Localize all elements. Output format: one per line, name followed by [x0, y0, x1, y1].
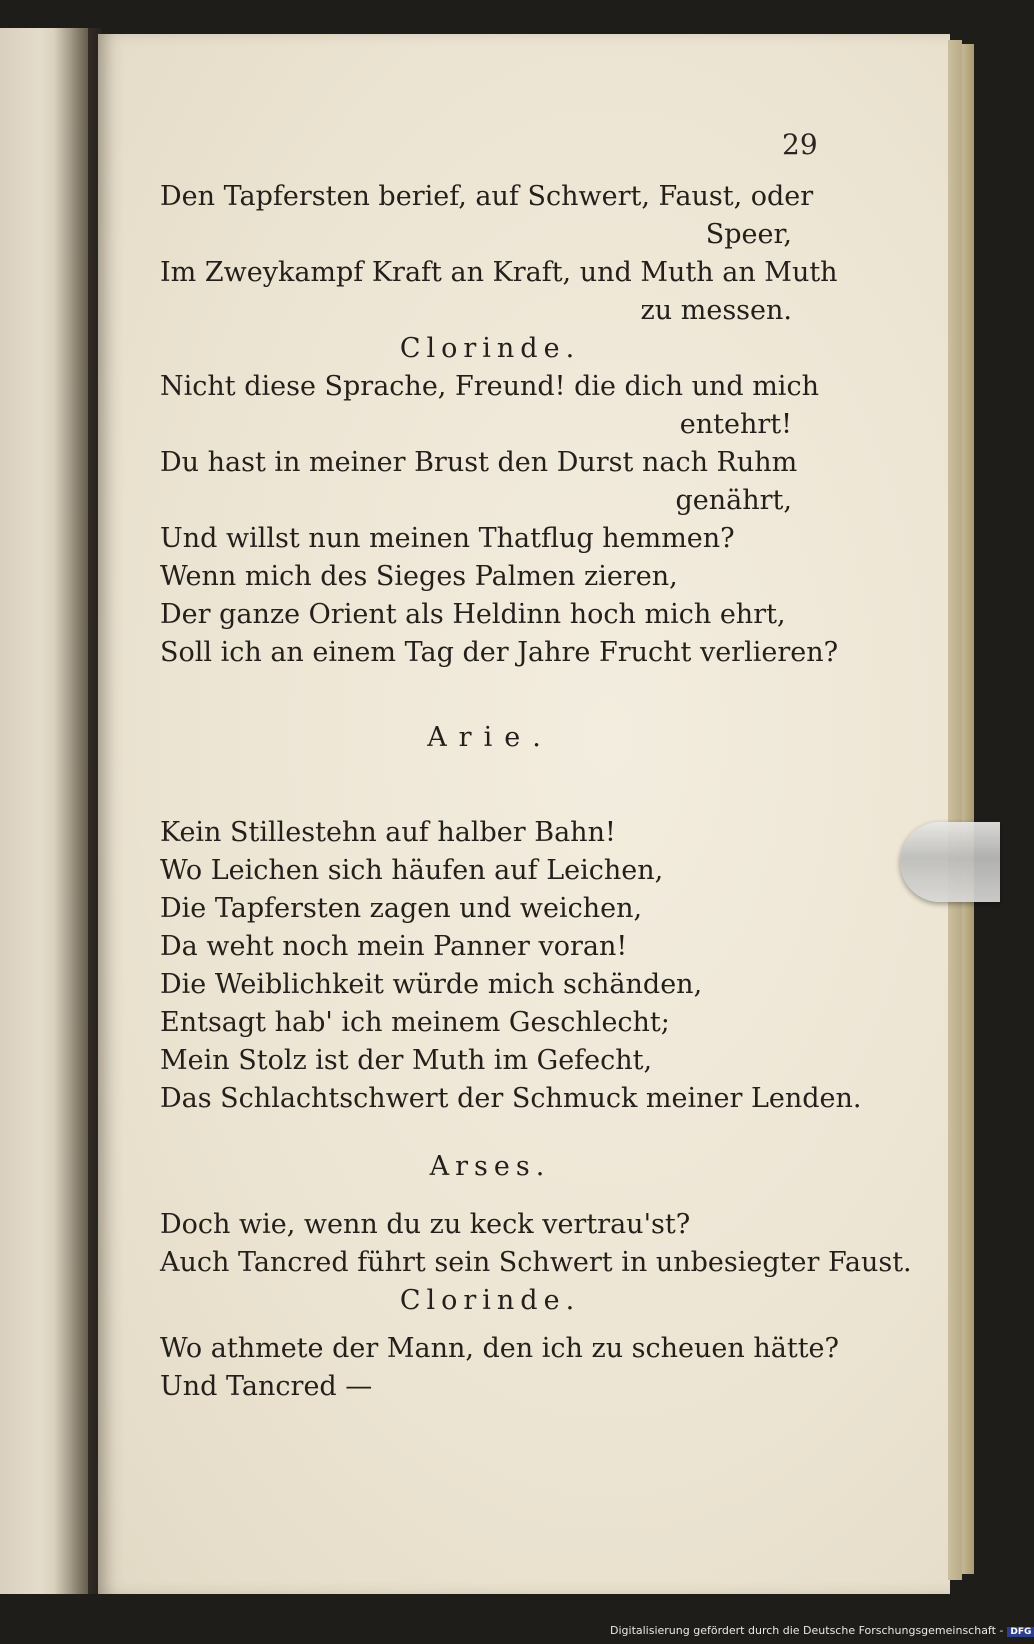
speaker-name: Arses. — [429, 1151, 551, 1182]
verse-line: Soll ich an einem Tag der Jahre Frucht verlieren? — [160, 637, 839, 668]
dfg-logo: DFG — [1007, 1627, 1034, 1637]
aria-line: Da weht noch mein Panner voran! — [160, 931, 628, 962]
verse-line-continuation: Speer, — [705, 219, 792, 250]
speaker-name: Clorinde. — [399, 1285, 581, 1316]
verse-line: Doch wie, wenn du zu keck vertrau'st? — [160, 1209, 691, 1240]
credit-text: Digitalisierung gefördert durch die Deutsche Forschungsgemeinschaft - — [610, 1624, 1004, 1637]
aria-line: Kein Stillestehn auf halber Bahn! — [160, 817, 616, 848]
verse-line: Der ganze Orient als Heldinn hoch mich ehrt, — [160, 599, 786, 630]
page-block-edge-outer — [962, 44, 974, 1574]
aria-line: Die Tapfersten zagen und weichen, — [160, 893, 643, 924]
page-text — [160, 178, 912, 1406]
verse-line: Und Tancred — — [160, 1371, 373, 1402]
speaker-name: Clorinde. — [399, 333, 581, 364]
verse-line: Auch Tancred führt sein Schwert in unbesiegter Faust. — [160, 1247, 912, 1278]
aria-line: Mein Stolz ist der Muth im Gefecht, — [160, 1045, 653, 1076]
verse-line: Im Zweykampf Kraft an Kraft, und Muth an Muth — [160, 257, 838, 288]
page-number: 29 — [782, 128, 818, 161]
verse-line: Wenn mich des Sieges Palmen zieren, — [160, 561, 678, 592]
verse-line: Wo athmete der Mann, den ich zu scheuen hätte? — [160, 1333, 840, 1364]
verse-line: Und willst nun meinen Thatflug hemmen? — [160, 523, 735, 554]
verse-line: Du hast in meiner Brust den Durst nach Ruhm — [160, 447, 798, 478]
aria-line: Wo Leichen sich häufen auf Leichen, — [160, 855, 664, 886]
verse-line-continuation: entehrt! — [679, 409, 792, 440]
aria-line: Entsagt hab' ich meinem Geschlecht; — [160, 1007, 670, 1038]
verse-line-continuation: genährt, — [675, 485, 792, 516]
page-clip — [900, 822, 1000, 902]
aria-line: Die Weiblichkeit würde mich schänden, — [160, 969, 703, 1000]
verse-line: Nicht diese Sprache, Freund! die dich und mich — [160, 371, 819, 402]
book-gutter-shadow — [54, 28, 102, 1594]
aria-line: Das Schlachtschwert der Schmuck meiner Lenden. — [160, 1083, 862, 1114]
verse-line-continuation: zu messen. — [640, 295, 792, 326]
verse-line: Den Tapfersten berief, auf Schwert, Faust, oder — [160, 181, 814, 212]
page-block-edge — [948, 40, 962, 1580]
section-heading-arie: Arie. — [427, 722, 553, 753]
digitization-credit — [610, 1624, 1034, 1637]
